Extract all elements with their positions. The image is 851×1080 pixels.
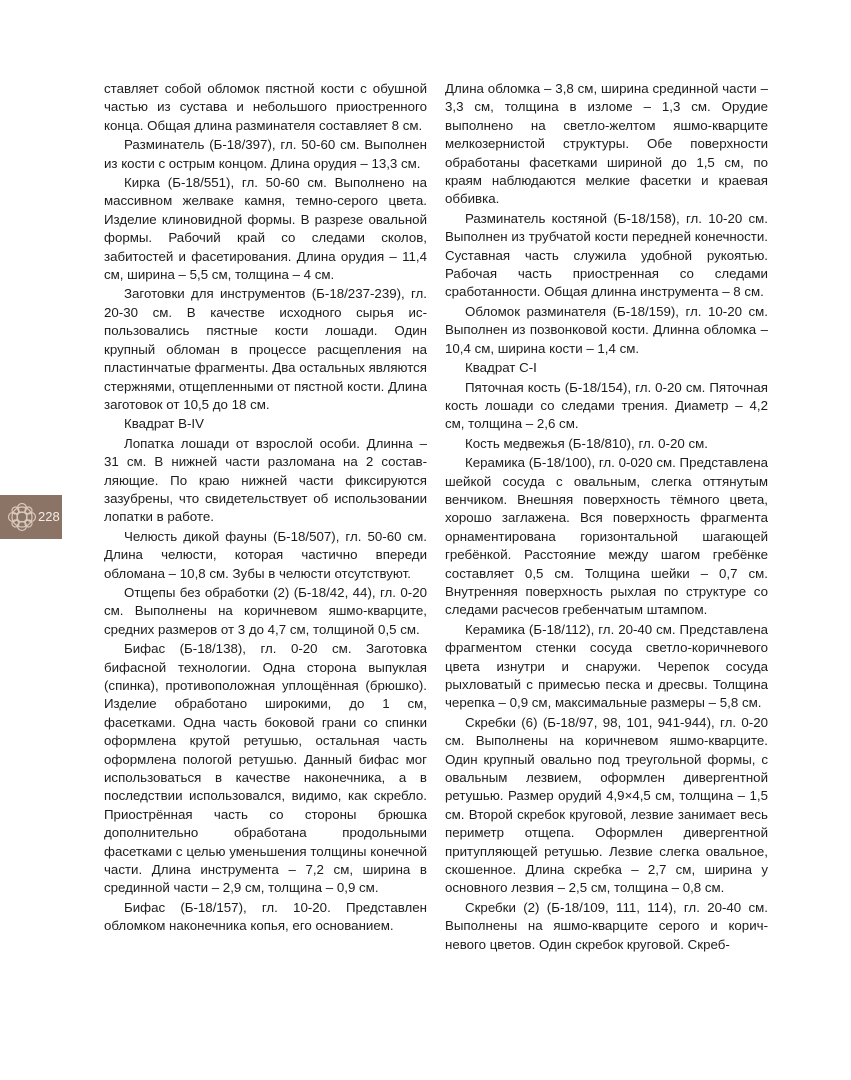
- paragraph: Заготовки для инструментов (Б-18/237-239), гл. 20-30 см. В качестве исходного сырья использовались пястные кости лошади. Один крупный обломан в процессе расщепления на пластинчатые фрагменты. Два остальных являются стержнями, отщепленными от пястной кости. Длина заготовок от 10,5 до 18 см.: [104, 286, 427, 412]
- paragraph: Обломок разминателя (Б-18/159), гл. 10-20 см. Выполнен из позвонковой кости. Длинна обломка – 10,4 см, ширина кости – 1,4 см.: [445, 303, 768, 356]
- paragraph: Квадрат С-I: [465, 360, 537, 376]
- paragraph: Лопатка лошади от взрослой особи. Длинна – 31 см. В нижней части разломана на 2 составляющие. По краю нижней части фиксируются зазубрены, что свидетельствует об использовании лопатки в работе.: [104, 435, 427, 525]
- paragraph: Кирка (Б-18/551), гл. 50-60 см. Выполнено на массивном желваке камня, темно-серого цвета. Изделие клиновидной формы. В разрезе овальной формы. Рабочий край со следами сколов, забитостей и фасетирования. Длина орудия – 11,4 см, ширина – 5,5 см, толщина – 4 см.: [104, 175, 427, 283]
- paragraph: Пяточная кость (Б-18/154), гл. 0-20 см. Пяточная кость лошади со следами трения. Диаметр – 4,2 см, толщина – 2,6 см.: [445, 379, 768, 432]
- paragraph: Челюсть дикой фауны (Б-18/507), гл. 50-60 см. Длина челюсти, которая частично впереди обломана – 10,8 см. Зубы в челюсти отсутствуют.: [104, 528, 427, 581]
- paragraph: Кость медвежья (Б-18/810), гл. 0-20 см.: [465, 435, 708, 451]
- page-number-tab: [0, 495, 62, 539]
- paragraph: Бифас (Б-18/157), гл. 10-20. Представлен обломком наконечника копья, его основанием.: [104, 899, 427, 934]
- page-number: 228: [38, 509, 60, 524]
- paragraph: Квадрат В-IV: [124, 416, 204, 432]
- paragraph: Бифас (Б-18/138), гл. 0-20 см. Заготовка бифасной технологии. Одна сторона выпуклая (спинка), противоположная уплощённая (брюшко). Изделие обработано широкими, до 1 см, фасетками. Одна часть боковой грани со спинки оформлена крутой ретушью, остальная часть оформлена пологой ретушью. Данный бифас мог использоваться в качестве наконечника, а в последствии использовался, видимо, как скребло. Приострённая часть со стороны брюшка дополнительно обработана продольными фасетками с целью уменьшения толщины конечной части. Длина инструмента – 7,2 см, ширина в срединной части – 2,9 см, толщина – 0,9 см.: [104, 641, 427, 896]
- paragraph: Скребки (2) (Б-18/109, 111, 114), гл. 20-40 см. Выполнены на яшмо-кварците серого и коричневого цветов. Один скребок круговой. Скреб-: [445, 899, 768, 952]
- paragraph: ставляет собой обломок пястной кости с обушной частью из сустава и небольшого приостренного конца. Общая длина разминателя составляет 8 см.: [104, 81, 427, 133]
- paragraph: Керамика (Б-18/112), гл. 20-40 см. Представлена фрагментом стенки сосуда светло-коричневого цвета изнутри и снаружи. Черепок сосуда рыхловатый с примесью песка и дресвы. Толщина черепка – 0,9 см, максимальные размеры – 5,8 см.: [445, 621, 768, 711]
- paragraph: Керамика (Б-18/100), гл. 0-020 см. Представлена шейкой сосуда с овальным, слегка оттянутым венчиком. Внешняя поверхность тёмного цвета, хорошо заглажена. Вся поверхность фрагмента орнаментирована горизонтальной шагающей гребёнкой. Расстояние между шагом гребёнке составляет 0,5 см. Толщина шейки – 0,7 см. Внутренняя поверхность рыхлая по структуре со следами расчесов гребенчатым штампом.: [445, 455, 768, 618]
- paragraph: Разминатель костяной (Б-18/158), гл. 10-20 см. Выполнен из трубчатой кости передней конечности. Суставная часть служила удобной рукоятью. Рабочая часть приостренная со следами сработанности. Общая длинна инструмента – 8 см.: [445, 210, 768, 300]
- right-text-column: [445, 80, 768, 955]
- paragraph: Отщепы без обработки (2) (Б-18/42, 44), гл. 0-20 см. Выполнены на коричневом яшмо-кварците, средних размеров от 3 до 4,7 см, толщиной 0,5 см.: [104, 584, 427, 637]
- left-text-column: [104, 80, 427, 937]
- paragraph: Скребки (6) (Б-18/97, 98, 101, 941-944), гл. 0-20 см. Выполнены на коричневом яшмо-кварците. Один крупный овально под треугольной формы, с овальным лезвием, оформлен дивергентной ретушью. Размер орудий 4,9×4,5 см, толщина – 1,5 см. Второй скребок круговой, лезвие занимает весь периметр отщепа. Оформлен дивергентной притупляющей ретушью. Лезвие слегка овальное, скошенное. Длина скребка – 2,7 см, ширина у основного лезвия – 2,5 см, толщина – 0,8 см.: [445, 714, 768, 896]
- paragraph: Разминатель (Б-18/397), гл. 50-60 см. Выполнен из кости с острым концом. Длина орудия – 13,3 см.: [104, 137, 427, 171]
- paragraph: Длина обломка – 3,8 см, ширина срединной части – 3,3 см, толщина в изломе – 1,3 см. Орудие выполнено на светло-желтом яшмо-кварците мелкозернистой структуры. Обе поверхности обработаны фасетками шириной до 1,5 см, по краям наблюдаются мелкие фасетки и краевая оббивка.: [445, 81, 768, 207]
- rosette-ornament-icon: [4, 497, 40, 537]
